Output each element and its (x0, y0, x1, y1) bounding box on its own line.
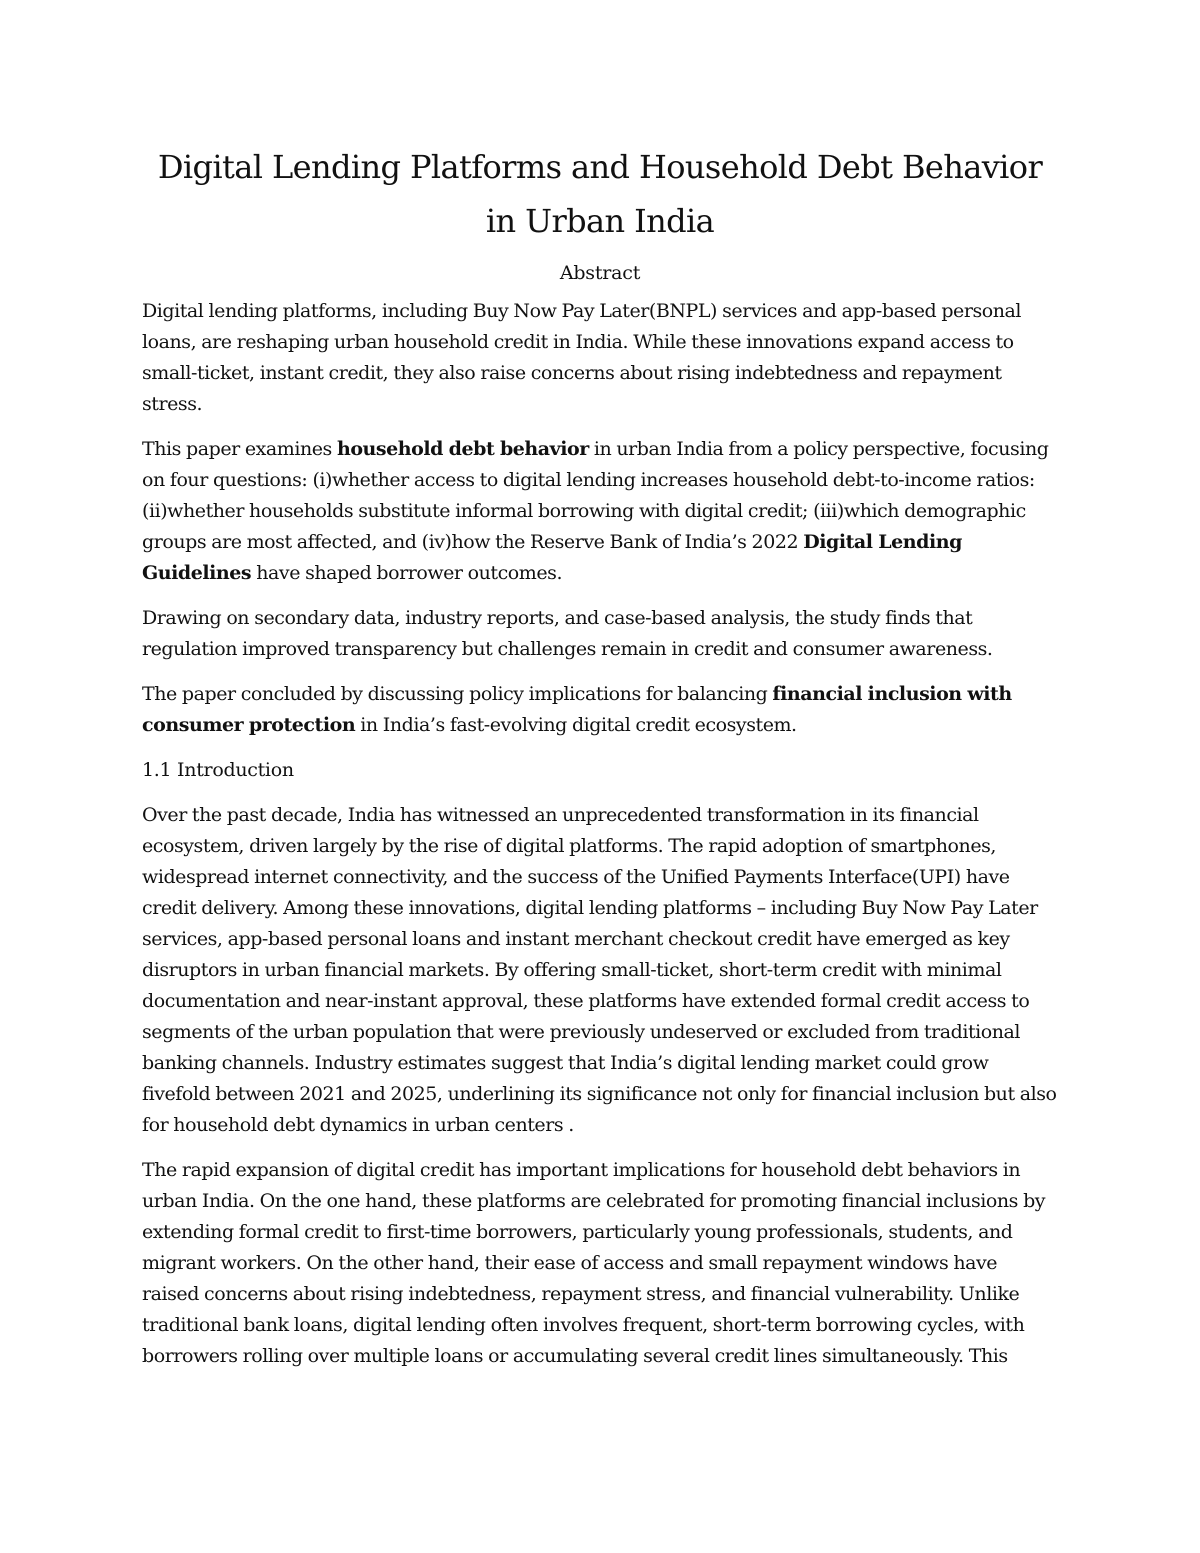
abstract-p2-bold-1: household debt behavior (336, 438, 589, 460)
abstract-p2-text-3: have shaped borrower outcomes. (251, 562, 563, 584)
abstract-p2-text-1: This paper examines (142, 438, 337, 460)
document-page (142, 140, 1058, 1386)
abstract-paragraph-1: Digital lending platforms, including Buy Now Pay Later(BNPL) services and app-based personal loans, are reshaping urban household credit in India. While these innovations expand access to small-ticket, instant credit, they also raise concerns about rising indebtedness and repayment stress. (142, 300, 1022, 415)
abstract-p2-text-2: in urban India from a policy perspective, focusing on four questions: (i)whether access to digital lending increases household debt-to-income ratios: (ii)whether households substitute informal borrowing with digital credit; (iii)which demographic groups are most affected, and (iv)how the Reserve Bank of India’s 2022 (142, 438, 1049, 553)
abstract-p4-text-1: The paper concluded by discussing policy implications for balancing (142, 683, 773, 705)
section-heading-introduction: 1.1 Introduction (142, 759, 294, 781)
abstract-paragraph-4 (142, 679, 1058, 741)
abstract-p2-bold-2: Digital Lending Guidelines (142, 531, 962, 584)
intro-paragraph-1: Over the past decade, India has witnessed an unprecedented transformation in its financial ecosystem, driven largely by the rise of digital platforms. The rapid adoption of smartphones, widespread internet connectivity, and the success of the Unified Payments Interface(UPI) have credit delivery. Among these innovations, digital lending platforms – including Buy Now Pay Later services, app-based personal loans and instant merchant checkout credit have emerged as key disruptors in urban financial markets. By offering small-ticket, short-term credit with minimal documentation and near-instant approval, these platforms have extended formal credit access to segments of the urban population that were previously undeserved or excluded from traditional banking channels. Industry estimates suggest that India’s digital lending market could grow fivefold between 2021 and 2025, underlining its significance not only for financial inclusion but also for household debt dynamics in urban centers . (142, 804, 1057, 1136)
intro-paragraph-2: The rapid expansion of digital credit has important implications for household debt behaviors in urban India. On the one hand, these platforms are celebrated for promoting financial inclusions by extending formal credit to first-time borrowers, particularly young professionals, students, and migrant workers. On the other hand, their ease of access and small repayment windows have raised concerns about rising indebtedness, repayment stress, and financial vulnerability. Unlike traditional bank loans, digital lending often involves frequent, short-term borrowing cycles, with borrowers rolling over multiple loans or accumulating several credit lines simultaneously. This (142, 1159, 1046, 1367)
document-title: Digital Lending Platforms and Household Debt Behavior in Urban India (157, 148, 1043, 240)
abstract-paragraph-3: Drawing on secondary data, industry reports, and case-based analysis, the study finds that regulation improved transparency but challenges remain in credit and consumer awareness. (142, 607, 993, 660)
abstract-p4-text-2: in India’s fast-evolving digital credit ecosystem. (355, 714, 797, 736)
abstract-heading: Abstract (559, 262, 641, 284)
abstract-p4-bold-1: financial inclusion with consumer protection (142, 683, 1012, 736)
abstract-paragraph-2 (142, 434, 1058, 589)
